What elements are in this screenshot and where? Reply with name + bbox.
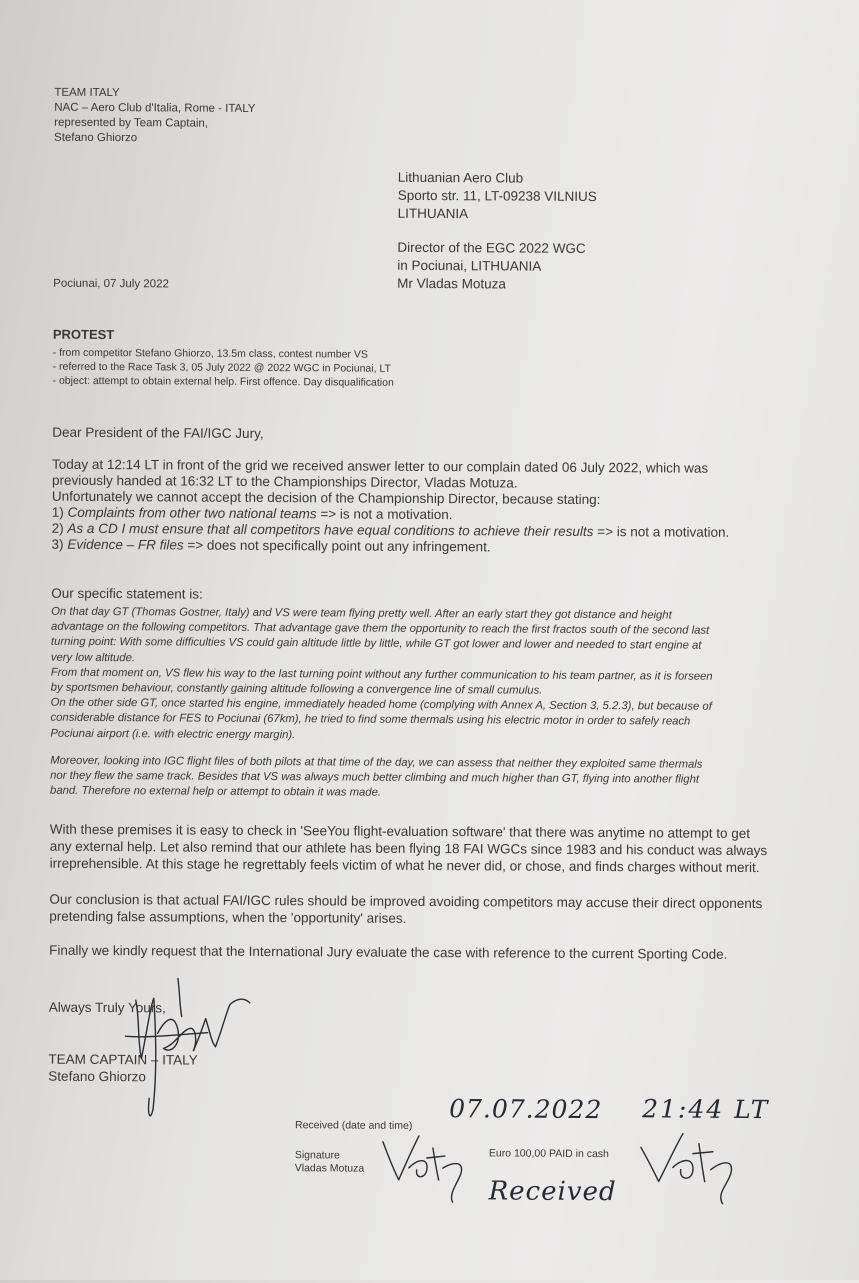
signature-block <box>295 1149 365 1175</box>
premises-line: With these premises it is easy to check in 'SeeYou flight-evaluation software' that there was anytime no attempt to get <box>49 821 751 841</box>
statement-line: On that day GT (Thomas Gostner, Italy) and VS were team flying pretty well. After an early start they got distance and height <box>51 605 672 622</box>
signoff-title: TEAM CAPTAIN – ITALY <box>48 1051 198 1068</box>
protest-items <box>53 346 395 390</box>
sender-line: TEAM ITALY <box>54 86 120 100</box>
sender-line: NAC – Aero Club d'Italia, Rome - ITALY <box>54 101 256 115</box>
intro-line: Today at 12:14 LT in front of the grid we received answer letter to our complain dated 06 July 2022, which was <box>52 456 709 476</box>
signature-name: Vladas Motuza <box>294 1162 365 1175</box>
statement-line: very low altitude. <box>50 651 136 664</box>
recipient-title: Director of the EGC 2022 WGC <box>397 239 586 256</box>
premises-line: irreprehensible. At this stage he regrettably feels victim of what he never did, or chose, and finds charges without merit. <box>49 855 760 876</box>
intro-point: 1) Complaints from other two national teams => is not a motivation. <box>51 504 453 523</box>
salutation: Dear President of the FAI/IGC Jury, <box>52 424 264 441</box>
statement-line: turning point: With some difficulties VS could gain altitude little by little, while GT got lower and lower and needed to start engine at <box>50 636 702 653</box>
recipient-street: Sporto str. 11, LT-09238 VILNIUS <box>397 187 597 205</box>
captain-signature <box>117 958 258 1129</box>
signature-label: Signature <box>294 1149 340 1162</box>
sender-line: Stefano Ghiorzo <box>54 131 138 145</box>
conclusion-line: Our conclusion is that actual FAI/IGC rules should be improved avoiding competitors may accuse their direct opponents <box>49 891 763 912</box>
recipient-name: Mr Vladas Motuza <box>397 275 507 292</box>
intro-paragraph <box>52 457 730 557</box>
premises-paragraph <box>50 821 768 876</box>
closing: Always Truly Yours, <box>48 999 166 1016</box>
sender-block <box>54 86 256 147</box>
protest-heading: PROTEST <box>52 326 115 343</box>
conclusion-line: pretending false assumptions, when the 'opportunity' arises. <box>49 908 407 926</box>
protest-item: - from competitor Stefano Ghiorzo, 13.5m class, contest number VS <box>52 346 368 361</box>
place-date: Pociunai, 07 July 2022 <box>53 277 169 291</box>
statement-heading: Our specific statement is: <box>51 585 203 602</box>
handwritten-received: Received <box>488 1176 617 1208</box>
statement-paragraph-2 <box>50 754 702 804</box>
protest-item: - object: attempt to obtain external help. First offence. Day disqualification <box>52 374 394 389</box>
intro-line: Unfortunately we cannot accept the decision of the Championship Director, because stating: <box>51 488 601 508</box>
handwritten-time: 21:44 LT <box>642 1094 770 1125</box>
handwritten-date: 07.07.2022 <box>449 1094 603 1125</box>
intro-point: 2) As a CD I must ensure that all competitors have equal conditions to achieve their results => is not a motivation. <box>51 520 730 540</box>
intro-line: previously handed at 16:32 LT to the Championships Director, Vladas Motuza. <box>51 472 518 491</box>
recipient-block <box>398 169 597 224</box>
statement-line: From that moment on, VS flew his way to the last turning point without any further communication to his team partner, as it is forseen <box>50 666 713 683</box>
statement-line: considerable distance for FES to Pociunai (67km), he tried to find some thermals using his electric motor in order to safely reach <box>50 712 691 729</box>
recipient-director-block <box>397 239 586 294</box>
statement-line: advantage on the following competitors. That advantage gave them the opportunity to reach the first fractos south of the second last <box>51 620 710 637</box>
statement-line: nor they flew the same track. Besides that VS was always much better climbing and much higher than GT, flying into another flight <box>50 769 700 786</box>
signoff-name: Stefano Ghiorzo <box>48 1068 146 1085</box>
statement-paragraph-1 <box>50 605 713 746</box>
recipient-country: LITHUANIA <box>397 205 469 222</box>
recipient-org: Lithuanian Aero Club <box>397 169 524 186</box>
intro-point: 3) Evidence – FR files => does not specifically point out any infringement. <box>51 536 491 555</box>
conclusion-paragraph <box>49 891 762 929</box>
protest-item: - referred to the Race Task 3, 05 July 2022 @ 2022 WGC in Pociunai, LT <box>52 360 391 375</box>
statement-line: On the other side GT, once started his engine, immediately headed home (complying with Annex A, Section 3, 5.2.3), but because of <box>50 696 712 713</box>
sender-line: represented by Team Captain, <box>54 116 209 130</box>
premises-line: any external help. Let also remind that our athlete has been flying 18 FAI WGCs since 1983 and his conduct was always <box>49 838 768 859</box>
director-signature-paid <box>637 1127 757 1208</box>
paid-label: Euro 100,00 PAID in cash <box>488 1147 609 1161</box>
statement-line: Moreover, looking into IGC flight files of both pilots at that time of the day, we can assess that neither they exploited same thermals <box>50 754 703 771</box>
director-signature <box>379 1128 469 1209</box>
statement-line: Pociunai airport (i.e. with electric energy margin). <box>50 727 296 741</box>
statement-line: by sportsmen behaviour, constantly gaining altitude following a convergence line of small cumulus. <box>50 681 543 697</box>
recipient-location: in Pociunai, LITHUANIA <box>397 257 542 274</box>
received-label: Received (date and time) <box>294 1119 413 1132</box>
final-request: Finally we kindly request that the International Jury evaluate the case with reference to the current Sporting Code. <box>49 942 728 962</box>
statement-line: band. Therefore no external help or attempt to obtain it was made. <box>50 785 382 800</box>
